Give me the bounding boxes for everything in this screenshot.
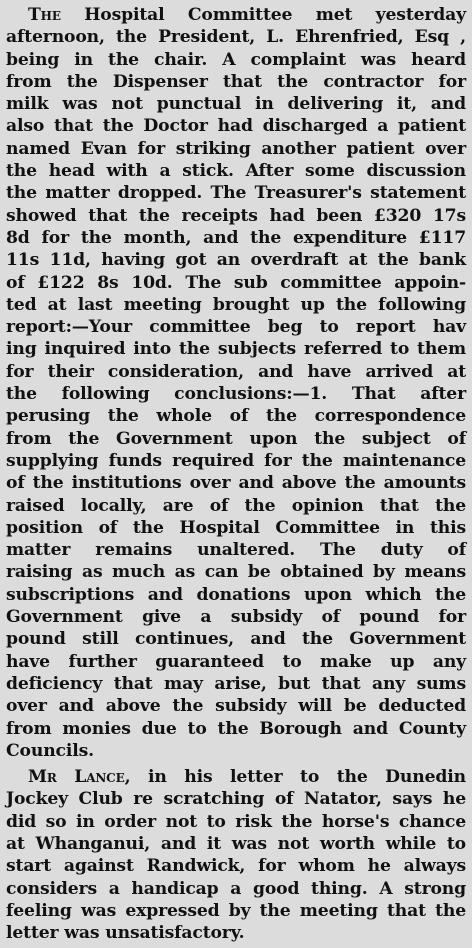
lead-word: The <box>28 5 61 25</box>
text-line: raising as much as can be obtained by means <box>6 562 466 583</box>
text-line: Government give a subsidy of pound for <box>6 607 466 628</box>
text-line: matter remains unaltered. The duty of <box>6 540 466 561</box>
text-line: considers a handicap a good thing. A strong <box>6 878 466 899</box>
text-line: of the institutions over and above the amounts <box>6 473 466 494</box>
article-column <box>6 4 466 944</box>
text-line: pound still continues, and the Government <box>6 629 466 650</box>
text-line: did so in order not to risk the horse's chance <box>6 811 466 832</box>
text-line: subscriptions and donations upon which the <box>6 584 466 605</box>
text-line: from the Government upon the subject of <box>6 428 466 449</box>
text-line: Councils. <box>6 740 94 761</box>
text-line: supplying funds required for the maintenance <box>6 450 466 471</box>
text-line: Jockey Club re scratching of Natator, says he <box>6 789 466 810</box>
jockey-club-paragraph <box>6 766 466 944</box>
text-line: perusing the whole of the correspondence <box>6 406 466 427</box>
text-line: 11s 11d, having got an overdraft at the bank <box>6 250 466 271</box>
text-line: of £122 8s 10d. The sub committee appoin- <box>6 272 466 293</box>
text-line: letter was unsatisfactory. <box>6 923 245 944</box>
text-line: over and above the subsidy will be deducted <box>6 696 466 717</box>
text-line: for their consideration, and have arrived at <box>6 361 466 382</box>
text-line: the following conclusions:—1. That after <box>6 384 466 405</box>
text-line: Mr Lance, in his letter to the Dunedin <box>28 767 467 788</box>
text-line: from the Dispenser that the contractor for <box>6 71 466 92</box>
text-line: being in the chair. A complaint was heard <box>6 49 466 70</box>
text-line: milk was not punctual in delivering it, and <box>6 94 466 115</box>
text-line: have further guaranteed to make up any <box>6 651 466 672</box>
text-line: deficiency that may arise, but that any sums <box>6 673 466 694</box>
hospital-committee-paragraph <box>6 4 466 762</box>
text-line: start against Randwick, for whom he always <box>6 856 466 877</box>
text-line: feeling was expressed by the meeting that the <box>6 900 466 921</box>
text-line: at Whanganui, and it was not worth while to <box>6 833 466 854</box>
text-line: The Hospital Committee met yesterday <box>28 5 466 25</box>
text-line: from monies due to the Borough and County <box>6 718 466 739</box>
text-line: afternoon, the President, L. Ehrenfried, Esq , <box>6 27 466 48</box>
text-line: showed that the receipts had been £320 17s <box>6 205 466 226</box>
text-line: position of the Hospital Committee in this <box>6 517 466 538</box>
text-line: raised locally, are of the opinion that the <box>6 495 466 516</box>
text-line: the head with a stick. After some discussion <box>6 161 466 182</box>
lead-word: Mr Lance <box>28 767 125 788</box>
text-line: the matter dropped. The Treasurer's statement <box>6 183 466 204</box>
text-line: report:—Your committee beg to report hav <box>6 317 466 338</box>
text-line: 8d for the month, and the expenditure £117 <box>6 227 466 248</box>
text-line: named Evan for striking another patient over <box>6 138 466 159</box>
text-line: ted at last meeting brought up the following <box>6 294 466 315</box>
text-line: ing inquired into the subjects referred to them <box>6 339 466 360</box>
text-line: also that the Doctor had discharged a patient <box>6 116 466 137</box>
